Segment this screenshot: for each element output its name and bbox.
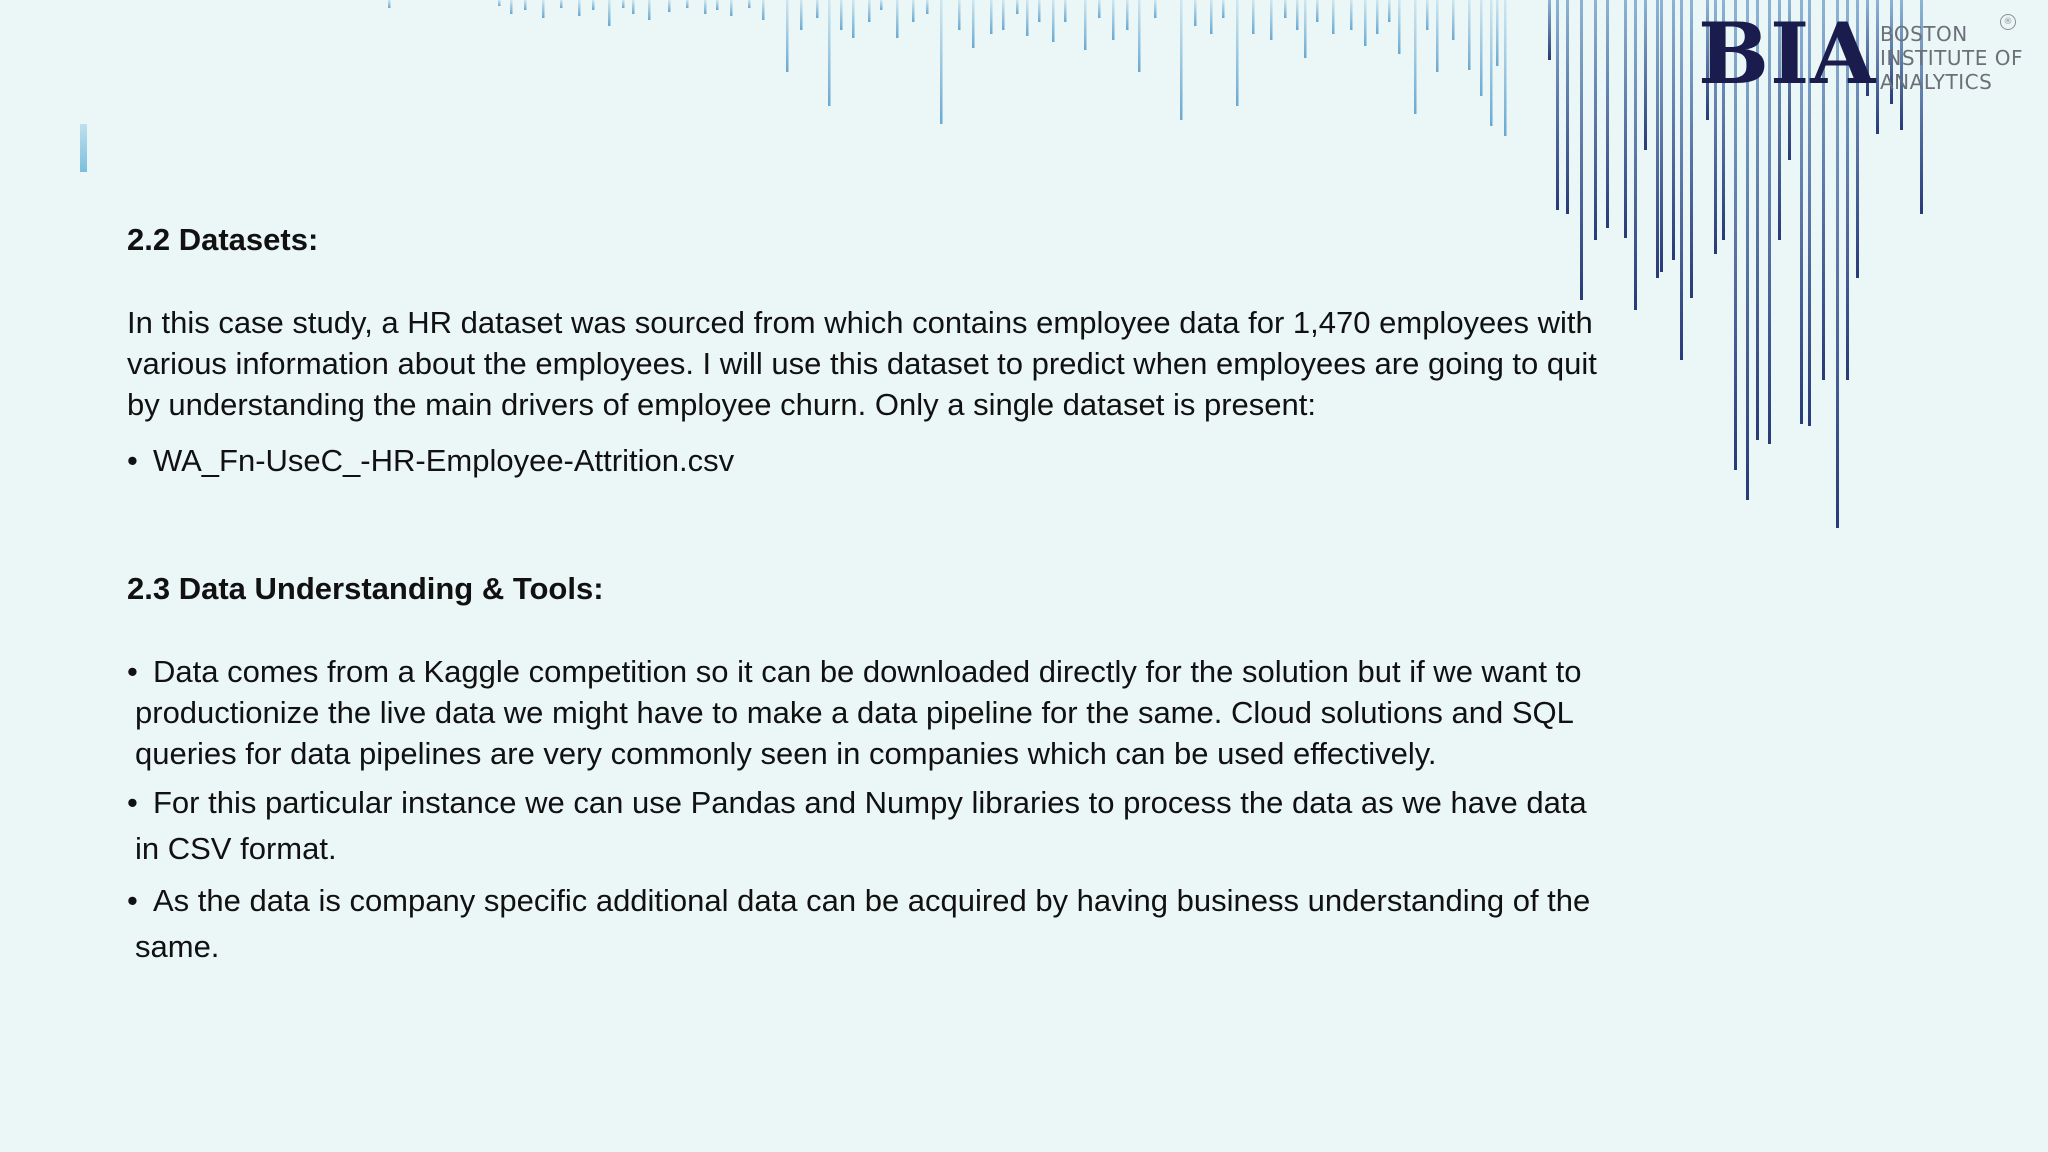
barcode-line: [704, 0, 707, 14]
barcode-line: [1504, 0, 1507, 136]
barcode-line: [762, 0, 765, 20]
barcode-line: [1624, 0, 1627, 238]
barcode-line: [1388, 0, 1391, 22]
barcode-line: [1180, 0, 1183, 120]
bullet-glyph: •: [127, 443, 138, 478]
barcode-line: [524, 0, 527, 10]
barcode-line: [972, 0, 975, 48]
barcode-line: [1138, 0, 1141, 72]
barcode-line: [510, 0, 513, 14]
barcode-line: [1468, 0, 1471, 70]
barcode-line: [648, 0, 651, 20]
bullet-glyph: •: [127, 785, 138, 820]
barcode-line: [1084, 0, 1087, 50]
barcode-line: [912, 0, 915, 22]
barcode-line: [542, 0, 545, 18]
heading-data-understanding: 2.3 Data Understanding & Tools:: [127, 571, 604, 606]
tools-bullet-3-text: As the data is company specific additional data can be acquired by having business understanding of the same.: [135, 883, 1591, 964]
barcode-line: [940, 0, 943, 124]
barcode-line: [1548, 0, 1551, 60]
barcode-line: [1364, 0, 1367, 46]
barcode-line: [1316, 0, 1319, 22]
barcode-line: [1690, 0, 1693, 298]
barcode-line: [1398, 0, 1401, 54]
barcode-line: [1026, 0, 1029, 36]
barcode-line: [1426, 0, 1429, 30]
logo-wordmark: [1880, 22, 2030, 94]
barcode-line: [1252, 0, 1255, 34]
barcode-line: [1490, 0, 1493, 126]
barcode-line: [840, 0, 843, 30]
barcode-line: [1634, 0, 1637, 310]
barcode-line: [1270, 0, 1273, 40]
barcode-line: [1594, 0, 1597, 240]
dataset-file-bullet: [127, 440, 1615, 481]
barcode-line: [1656, 0, 1659, 278]
barcode-line: [632, 0, 635, 14]
barcode-line: [1016, 0, 1019, 14]
barcode-line: [1376, 0, 1379, 34]
heading-datasets: 2.2 Datasets:: [127, 222, 319, 257]
barcode-line: [1296, 0, 1299, 30]
registered-mark: ®: [2000, 14, 2016, 30]
logo-line-3: ANALYTICS: [1880, 70, 1993, 94]
barcode-line: [868, 0, 871, 22]
barcode-line: [1112, 0, 1115, 40]
dataset-file-name: WA_Fn-UseC_-HR-Employee-Attrition.csv: [153, 443, 735, 478]
barcode-line: [1332, 0, 1335, 34]
logo-line-1: BOSTON: [1880, 22, 1968, 46]
barcode-line: [1126, 0, 1129, 30]
barcode-line: [1210, 0, 1213, 34]
barcode-line: [1064, 0, 1067, 22]
barcode-line: [800, 0, 803, 30]
tools-bullet-2: [127, 780, 1615, 872]
barcode-line: [1436, 0, 1439, 72]
accent-mark: [80, 124, 87, 172]
barcode-line: [1644, 0, 1647, 150]
barcode-line: [388, 0, 391, 8]
barcode-line: [816, 0, 819, 18]
bullet-glyph: •: [127, 883, 138, 918]
barcode-line: [730, 0, 733, 16]
barcode-line: [560, 0, 563, 8]
barcode-line: [1304, 0, 1307, 58]
barcode-line: [592, 0, 595, 10]
barcode-line: [1350, 0, 1353, 30]
barcode-line: [1038, 0, 1041, 22]
logo-line-2: INSTITUTE OF: [1880, 46, 2023, 70]
barcode-line: [958, 0, 961, 30]
barcode-line: [1222, 0, 1225, 18]
barcode-line: [1660, 0, 1663, 272]
barcode-line: [880, 0, 883, 10]
barcode-line: [716, 0, 719, 10]
barcode-line: [498, 0, 501, 6]
barcode-line: [828, 0, 831, 106]
tools-bullet-2-text: For this particular instance we can use Pandas and Numpy libraries to process the data as we have data in CSV format.: [135, 785, 1587, 866]
barcode-line: [1680, 0, 1683, 360]
barcode-line: [1002, 0, 1005, 30]
barcode-line: [578, 0, 581, 16]
bullet-glyph: •: [127, 654, 138, 689]
barcode-line: [852, 0, 855, 38]
barcode-line: [1580, 0, 1583, 300]
barcode-line: [1556, 0, 1559, 210]
barcode-line: [896, 0, 899, 38]
tools-bullet-1: [127, 651, 1615, 774]
barcode-line: [686, 0, 689, 8]
barcode-line: [748, 0, 751, 8]
barcode-line: [926, 0, 929, 14]
barcode-line: [1414, 0, 1417, 114]
barcode-line: [668, 0, 671, 12]
barcode-line: [1672, 0, 1675, 260]
barcode-line: [1566, 0, 1569, 214]
barcode-line: [1052, 0, 1055, 42]
barcode-line: [1480, 0, 1483, 96]
barcode-line: [786, 0, 789, 72]
barcode-line: [1236, 0, 1239, 106]
barcode-line: [1284, 0, 1287, 18]
logo-mark: BIA: [1698, 4, 1877, 103]
barcode-line: [1606, 0, 1609, 228]
barcode-line: [622, 0, 625, 8]
barcode-line: [1154, 0, 1157, 18]
barcode-line: [1098, 0, 1101, 18]
datasets-paragraph: In this case study, a HR dataset was sourced from which contains employee data for 1,470 employees with various information about the employees. I will use this dataset to predict when employees are going to quit by understanding the main drivers of employee churn. Only a single dataset is present:: [127, 305, 1597, 422]
barcode-line: [1496, 0, 1499, 66]
tools-bullet-3: [127, 878, 1615, 970]
barcode-line: [990, 0, 993, 34]
barcode-line: [608, 0, 611, 26]
tools-bullet-1-text: Data comes from a Kaggle competition so it can be downloaded directly for the solution but if we want to productionize the live data we might have to make a data pipeline for the same. Cloud solutions and SQL queries for data pipelines are very commonly seen in companies which can be used effectively.: [135, 654, 1582, 771]
barcode-line: [1452, 0, 1455, 40]
barcode-line: [1194, 0, 1197, 26]
